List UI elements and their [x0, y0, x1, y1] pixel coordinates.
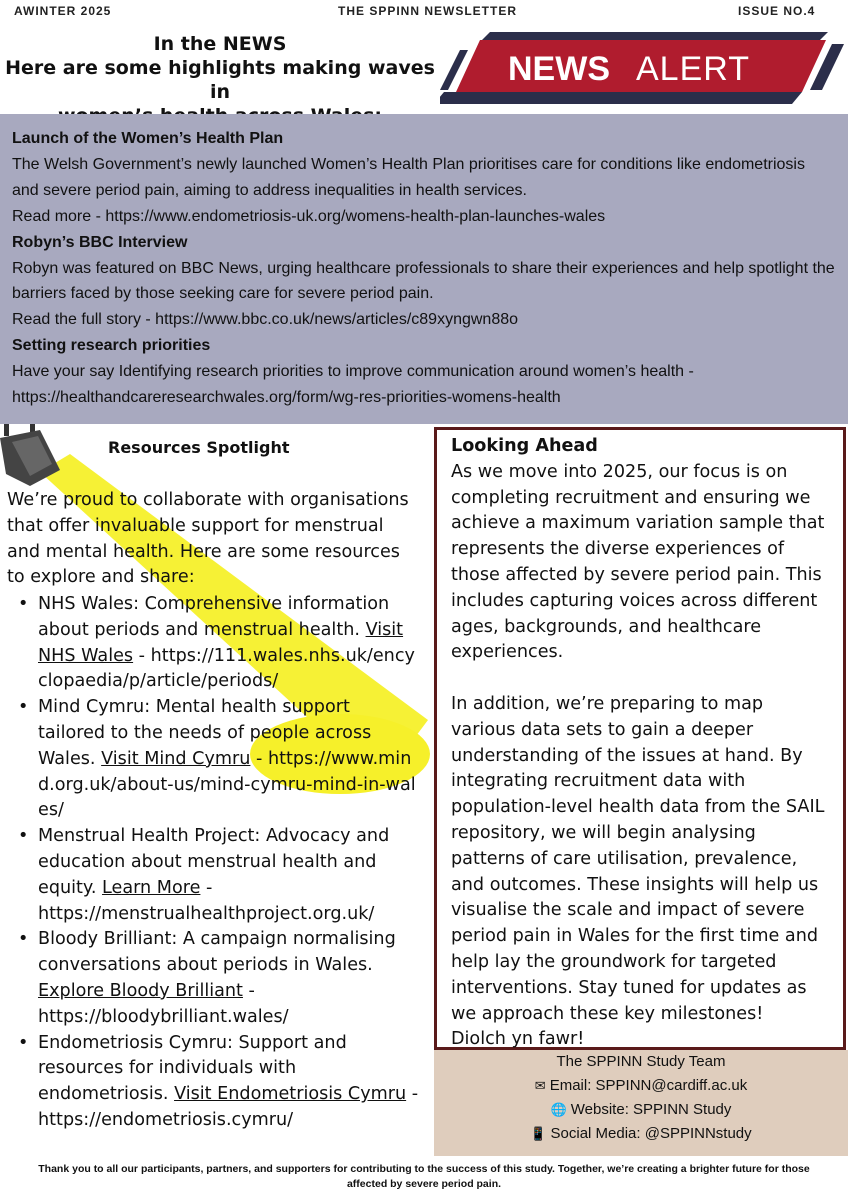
resource-text: Menstrual Health Project: Advocacy and education about menstrual health and equity.	[38, 826, 390, 898]
resource-url: https://111.wales.nhs.uk/encyclopaedia/p/article/periods/	[38, 645, 415, 692]
resource-text: NHS Wales: Comprehensive information about periods and menstrual health.	[38, 594, 390, 640]
team-name: The SPPINN Study Team	[556, 1053, 726, 1070]
team-social[interactable]: Social Media: @SPPINNstudy	[550, 1125, 752, 1142]
resource-text: Mind Cymru: Mental health support tailored to the needs of people across Wales.	[38, 697, 372, 769]
news-box	[0, 114, 848, 424]
spotlight-mount-left	[4, 424, 9, 436]
news-heading-line1: In the NEWS	[153, 33, 287, 55]
list-item: • Bloody Brilliant: A campaign normalising conversations about periods in Wales. Explore Bloody Brilliant - https://bloodybrilliant.wales/	[10, 927, 420, 1030]
resources-section	[0, 424, 430, 1164]
news-item-title: Setting research priorities	[12, 337, 211, 355]
resource-url: https://menstrualhealthproject.org.uk/	[38, 903, 375, 924]
banner-stripe-top	[482, 32, 828, 40]
looking-ahead-para2: In addition, we’re preparing to map various data sets to gain a deeper understanding of the issues at hand. By integrating recruitment data with population-level health data from the SAIL repository, we will begin analysing patterns of care utilisation, prevalence, and outcomes. These insights will help us visualise the scale and impact of severe period pain in Wales for the first time and help lay the groundwork for targeted interventions. Stay tuned for updates as we approach these key milestones!	[451, 693, 825, 1024]
team-website[interactable]: Website: SPPINN Study	[570, 1101, 732, 1118]
team-contact-box	[434, 1050, 848, 1156]
banner-stripe-bottom	[440, 92, 802, 104]
resource-link[interactable]: Visit Endometriosis Cymru	[174, 1084, 407, 1105]
news-alert-banner	[440, 30, 848, 106]
looking-ahead-title: Looking Ahead	[451, 436, 598, 456]
resource-link[interactable]: Visit Mind Cymru	[101, 748, 251, 769]
envelope-icon: ✉	[534, 1078, 546, 1093]
news-heading-line2: Here are some highlights making waves in	[5, 57, 435, 103]
resource-link[interactable]: Explore Bloody Brilliant	[38, 980, 243, 1001]
newsletter-title: THE SPPINN NEWSLETTER	[338, 4, 518, 18]
news-item-title: Launch of the Women’s Health Plan	[12, 130, 284, 147]
resource-url: https://endometriosis.cymru/	[38, 1109, 294, 1130]
edition-label: AWINTER 2025	[14, 4, 112, 18]
team-website-row	[434, 1098, 848, 1122]
resource-url: https://www.mind.org.uk/about-us/mind-cymru-mind-in-wales/	[38, 748, 416, 821]
news-item-body: Have your say Identifying research priorities to improve communication around women’s health - https://healthandcareresearchwales.org/form/wg-res-priorities-womens-health	[12, 363, 694, 407]
looking-ahead-para1: As we move into 2025, our focus is on completing recruitment and ensuring we achieve a maximum variation sample that represents the diverse experiences of those affected by severe period pain. This includes capturing voices across different ages, backgrounds, and healthcare experiences.	[451, 461, 825, 663]
team-social-row	[434, 1122, 848, 1146]
team-email-row	[434, 1074, 848, 1098]
resource-url: https://bloodybrilliant.wales/	[38, 1006, 289, 1027]
news-item-title: Robyn’s BBC Interview	[12, 233, 188, 251]
news-item-body: The Welsh Government’s newly launched Women’s Health Plan prioritises care for conditions like endometriosis and severe period pain, aiming to address inequalities in health services.	[12, 155, 805, 199]
news-item-link[interactable]: Read more - https://www.endometriosis-uk.org/womens-health-plan-launches-wales	[12, 207, 606, 225]
banner-word-news: NEWS	[508, 50, 610, 88]
looking-ahead-box	[434, 427, 846, 1050]
list-item: • NHS Wales: Comprehensive information about periods and menstrual health. Visit NHS Wales - https://111.wales.nhs.uk/encyclopaedia/p/article/periods/	[10, 592, 420, 695]
resource-text: Bloody Brilliant: A campaign normalising conversations about periods in Wales.	[38, 929, 396, 976]
resources-intro: We’re proud to collaborate with organisations that offer invaluable support for menstrual and mental health. Here are some resources to explore and share:	[7, 490, 409, 588]
globe-icon: 🌐	[550, 1102, 567, 1117]
resource-link[interactable]: Learn More	[102, 877, 201, 898]
phone-icon: 📱	[530, 1126, 547, 1141]
banner-word-alert: ALERT	[636, 50, 750, 88]
list-item: • Endometriosis Cymru: Support and resources for individuals with endometriosis. Visit Endometriosis Cymru - https://endometriosis.cymru/	[10, 1031, 420, 1134]
list-item: • Menstrual Health Project: Advocacy and education about menstrual health and equity. Learn More - https://menstrualhealthproject.org.uk/	[10, 824, 420, 927]
resources-title: Resources Spotlight	[108, 438, 290, 457]
resource-link[interactable]: Visit NHS Wales	[38, 619, 404, 666]
news-item-body: Robyn was featured on BBC News, urging healthcare professionals to share their experiences and help spotlight the barriers faced by those seeking care for severe period pain.	[12, 259, 835, 303]
issue-label: ISSUE NO.4	[738, 4, 816, 18]
news-item-link[interactable]: Read the full story - https://www.bbc.co.uk/news/articles/c89xyngwn88o	[12, 311, 519, 329]
footer-thanks: Thank you to all our participants, partners, and supporters for contributing to the success of this study. Together, we’re creating a brighter future for those affected by severe period pain.	[38, 1163, 810, 1190]
top-bar	[0, 4, 848, 20]
resources-list	[10, 592, 420, 1134]
team-email[interactable]: Email: SPPINN@cardiff.ac.uk	[549, 1077, 748, 1094]
list-item: • Mind Cymru: Mental health support tailored to the needs of people across Wales. Visit Mind Cymru - https://www.mind.org.uk/about-us/mind-cymru-mind-in-wales/	[10, 695, 420, 824]
looking-ahead-signoff: Diolch yn fawr!	[451, 1029, 585, 1050]
resource-text: Endometriosis Cymru: Support and resources for individuals with endometriosis.	[38, 1032, 347, 1105]
